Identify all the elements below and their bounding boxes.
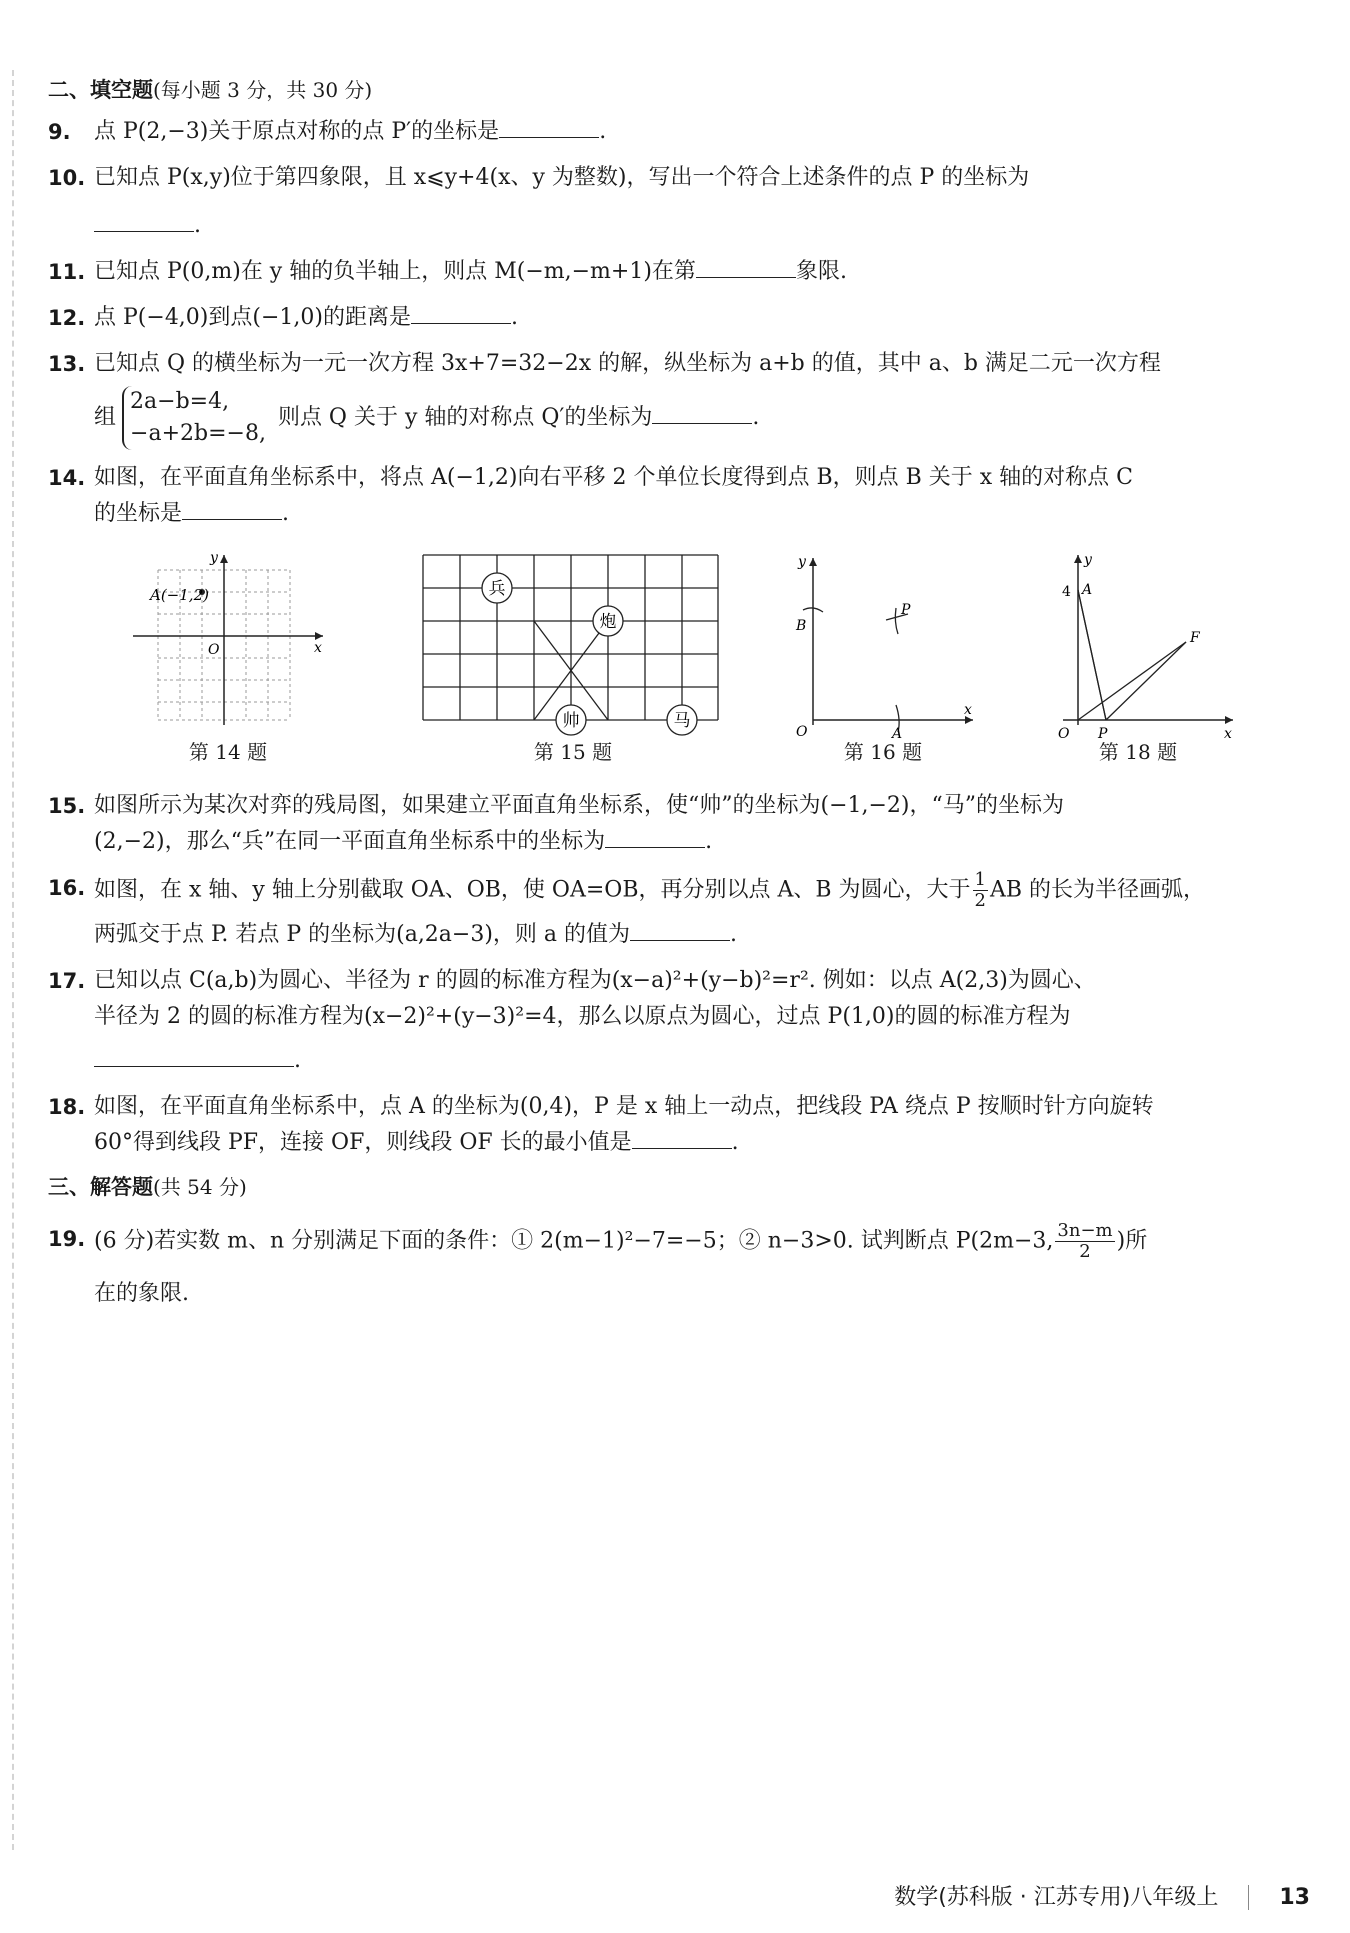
question-19 xyxy=(48,1221,1288,1312)
question-9 xyxy=(48,114,1288,150)
question-text: 已知点 Q 的横坐标为一元一次方程 3x+7=32−2x 的解，纵坐标为 a+b 的值，其中 a、b 满足二元一次方程 xyxy=(94,351,1161,376)
figure-18-diagram xyxy=(1038,550,1238,742)
question-text: )所 xyxy=(1116,1228,1148,1254)
figure-18 xyxy=(1038,550,1238,765)
origin-label: O xyxy=(796,724,808,740)
question-text: 已知点 P(x,y)位于第四象限，且 x⩽y+4(x、y 为整数)，写出一个符合上述条件的点 P 的坐标为 xyxy=(94,165,1030,190)
section-title: 三、解答题 xyxy=(48,1175,153,1199)
book-title: 数学(苏科版 · 江苏专用)八年级上 xyxy=(894,1885,1219,1910)
question-number: 12. xyxy=(48,306,86,330)
piece-bing: 兵 xyxy=(488,579,506,599)
binding-line xyxy=(12,70,14,1850)
point-f-label: F xyxy=(1190,630,1200,646)
question-text: 点 P(2,−3)关于原点对称的点 P′的坐标是 xyxy=(94,119,500,144)
x-axis-label: x xyxy=(1224,726,1232,742)
question-end: . xyxy=(730,922,738,947)
question-end: . xyxy=(282,501,290,526)
figure-14-grid xyxy=(128,550,328,730)
point-a-label: A xyxy=(1082,582,1093,598)
fraction-denominator: 2 xyxy=(1079,1241,1091,1262)
question-end: . xyxy=(294,1048,301,1073)
question-number: 9. xyxy=(48,120,71,144)
equation-1: 2a−b=4, xyxy=(130,389,230,414)
point-p-label: P xyxy=(901,602,911,618)
question-text: (2,−2)，那么“兵”在同一平面直角坐标系中的坐标为 xyxy=(94,829,606,854)
fraction xyxy=(1055,1221,1114,1262)
question-text: 则点 Q 关于 y 轴的对称点 Q′的坐标为 xyxy=(277,405,653,430)
question-13 xyxy=(48,346,1288,450)
equation-system xyxy=(122,386,272,450)
question-number: 18. xyxy=(48,1095,86,1119)
answer-blank[interactable] xyxy=(94,1044,294,1067)
section-note: (共 54 分) xyxy=(153,1175,247,1199)
question-number: 19. xyxy=(48,1227,86,1251)
origin-label: O xyxy=(208,642,220,658)
page-footer xyxy=(894,1880,1310,1911)
question-text: 的坐标是 xyxy=(94,501,183,526)
origin-label: O xyxy=(1058,726,1070,742)
question-number: 15. xyxy=(48,794,86,818)
equation-2: −a+2b=−8, xyxy=(130,421,266,446)
figure-15-board xyxy=(418,550,728,730)
question-text: 两弧交于点 P. 若点 P 的坐标为(a,2a−3)，则 a 的值为 xyxy=(94,922,631,947)
question-text: 如图，在平面直角坐标系中，将点 A(−1,2)向右平移 2 个单位长度得到点 B，则点 B 关于 x 轴的对称点 C xyxy=(94,465,1133,490)
question-16 xyxy=(48,870,1288,953)
figure-16-diagram xyxy=(788,550,978,742)
piece-shuai: 帅 xyxy=(562,711,580,731)
fraction-numerator: 3n−m xyxy=(1057,1220,1113,1241)
answer-blank[interactable] xyxy=(652,401,752,424)
tick-4-label: 4 xyxy=(1062,584,1071,600)
question-end: . xyxy=(731,1130,739,1155)
question-text: 60°得到线段 PF，连接 OF，则线段 OF 长的最小值是 xyxy=(94,1130,632,1155)
question-number: 11. xyxy=(48,260,86,284)
question-text: 已知点 P(0,m)在 y 轴的负半轴上，则点 M(−m,−m+1)在第 xyxy=(94,259,696,284)
point-p-label: P xyxy=(1098,726,1108,742)
question-text: 如图，在平面直角坐标系中，点 A 的坐标为(0,4)，P 是 x 轴上一动点，把线段 PA 绕点 P 按顺时针方向旋转 xyxy=(94,1094,1154,1119)
section-title: 二、填空题 xyxy=(48,78,153,102)
figure-16 xyxy=(788,550,978,765)
answer-blank[interactable] xyxy=(411,301,511,324)
page-number: 13 xyxy=(1248,1885,1310,1910)
question-text: 半径为 2 的圆的标准方程为(x−2)²+(y−3)²=4，那么以原点为圆心，过点 P(1,0)的圆的标准方程为 xyxy=(94,1004,1071,1029)
question-number: 17. xyxy=(48,969,86,993)
question-14 xyxy=(48,460,1288,532)
figure-18-caption: 第 18 题 xyxy=(1098,740,1178,764)
question-end: . xyxy=(752,405,760,430)
fraction-denominator: 2 xyxy=(974,890,986,911)
y-axis-label: y xyxy=(1084,552,1092,568)
answer-blank[interactable] xyxy=(94,209,194,232)
figure-14-caption: 第 14 题 xyxy=(188,740,268,764)
question-end: . xyxy=(599,119,607,144)
question-end: 象限. xyxy=(795,259,847,284)
point-b-label: B xyxy=(796,618,807,634)
x-axis-label: x xyxy=(314,640,322,656)
answer-blank[interactable] xyxy=(499,115,599,138)
content xyxy=(48,66,1288,1322)
question-text: AB 的长为半径画弧， xyxy=(990,877,1206,903)
question-12 xyxy=(48,300,1288,336)
question-text: 在的象限. xyxy=(94,1281,189,1306)
answer-blank[interactable] xyxy=(630,918,730,941)
piece-ma: 马 xyxy=(673,711,691,731)
question-text: 点 P(−4,0)到点(−1,0)的距离是 xyxy=(94,305,411,330)
figure-16-caption: 第 16 题 xyxy=(843,740,923,764)
piece-pao: 炮 xyxy=(599,612,617,632)
fraction-numerator: 1 xyxy=(974,869,986,890)
y-axis-label: y xyxy=(210,550,218,566)
figures-row xyxy=(48,550,1288,780)
question-number: 14. xyxy=(48,466,86,490)
question-17 xyxy=(48,963,1288,1079)
question-end: . xyxy=(194,213,201,238)
fraction xyxy=(973,870,988,911)
section-solve-heading xyxy=(48,1171,1288,1201)
question-text-prefix: 组 xyxy=(94,405,117,430)
question-end: . xyxy=(510,305,518,330)
question-text: (6 分)若实数 m、n 分别满足下面的条件：① 2(m−1)²−7=−5；② n−3>0. 试判断点 P(2m−3, xyxy=(94,1228,1054,1254)
answer-blank[interactable] xyxy=(182,497,282,520)
question-10 xyxy=(48,160,1288,244)
figure-14 xyxy=(128,550,328,765)
question-number: 10. xyxy=(48,166,86,190)
question-18 xyxy=(48,1089,1288,1161)
question-number: 13. xyxy=(48,352,86,376)
figure-15 xyxy=(418,550,728,765)
answer-blank[interactable] xyxy=(632,1126,732,1149)
answer-blank[interactable] xyxy=(696,255,796,278)
y-axis-label: y xyxy=(798,554,806,570)
figure-15-caption: 第 15 题 xyxy=(533,740,613,764)
question-number: 16. xyxy=(48,876,86,900)
section-fill-blank-heading xyxy=(48,74,1288,104)
x-axis-label: x xyxy=(964,702,972,718)
question-11 xyxy=(48,254,1288,290)
point-a-label: A(−1,2) xyxy=(150,586,209,604)
question-text: 如图，在 x 轴、y 轴上分别截取 OA、OB，使 OA=OB，再分别以点 A、B 为圆心，大于 xyxy=(94,877,971,903)
question-text: 已知以点 C(a,b)为圆心、半径为 r 的圆的标准方程为(x−a)²+(y−b)²=r². 例如：以点 A(2,3)为圆心、 xyxy=(94,968,1096,993)
question-text: 如图所示为某次对弈的残局图，如果建立平面直角坐标系，使“帅”的坐标为(−1,−2)，“马”的坐标为 xyxy=(94,793,1065,818)
point-a-label: A xyxy=(892,726,903,742)
question-end: . xyxy=(705,829,713,854)
section-note: (每小题 3 分，共 30 分) xyxy=(153,78,373,102)
question-15 xyxy=(48,788,1288,860)
answer-blank[interactable] xyxy=(605,825,705,848)
